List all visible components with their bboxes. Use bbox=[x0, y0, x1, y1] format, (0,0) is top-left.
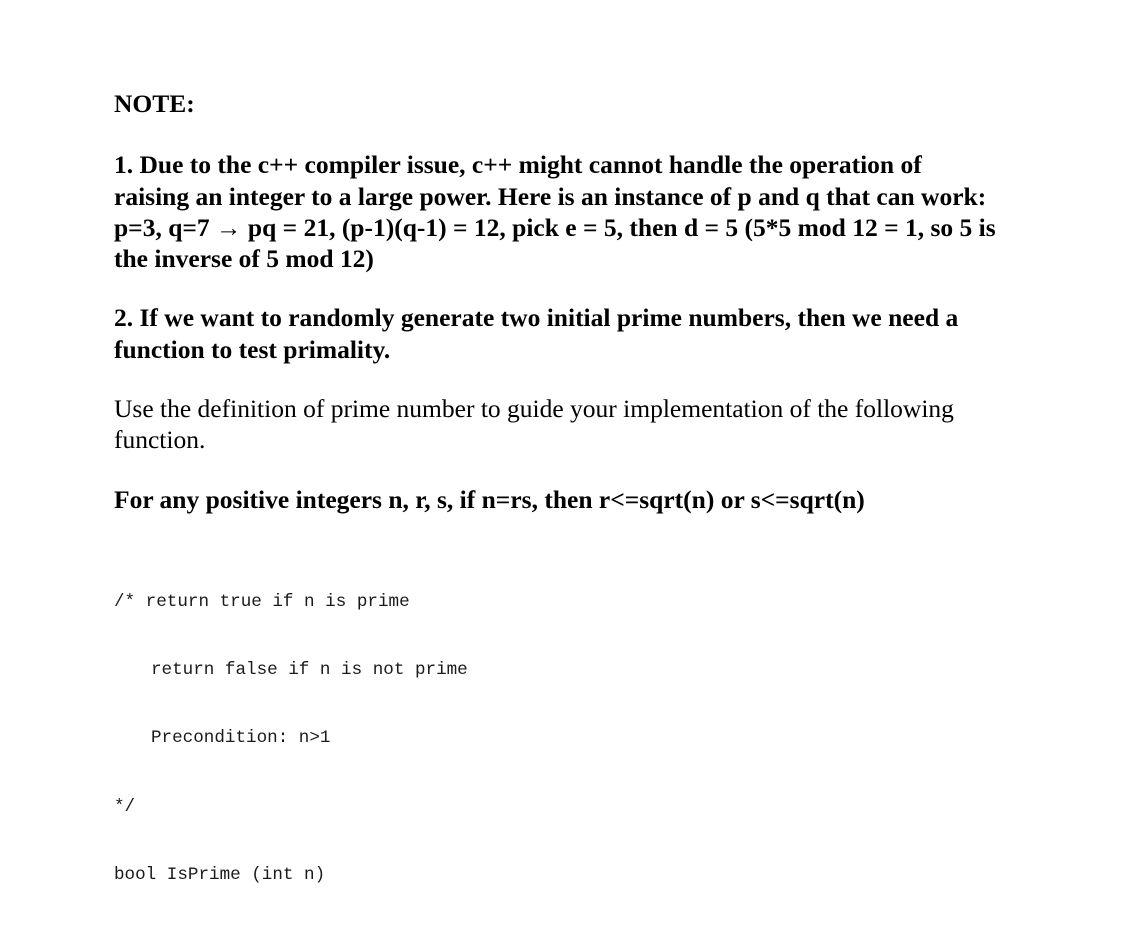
guidance-line-1: Use the definition of prime number to guide your implementation of the following bbox=[114, 394, 954, 424]
note-item-2-line-2: function to test primality. bbox=[114, 334, 391, 364]
note-item-1-line-1: 1. Due to the c++ compiler issue, c++ might cannot handle the operation of bbox=[114, 150, 922, 180]
note-item-1 bbox=[114, 149, 1064, 274]
theorem-statement: For any positive integers n, r, s, if n=rs, then r<=sqrt(n) or s<=sqrt(n) bbox=[114, 484, 865, 514]
note-heading: NOTE: bbox=[114, 89, 195, 118]
note-item-1-line-4: the inverse of 5 mod 12) bbox=[114, 244, 374, 274]
note-item-2-line-1: 2. If we want to randomly generate two initial prime numbers, then we need a bbox=[114, 303, 959, 333]
code-block bbox=[114, 545, 1064, 933]
guidance-paragraph bbox=[114, 393, 1064, 456]
note-item-1-line-3: p=3, q=7 → pq = 21, (p-1)(q-1) = 12, pick e = 5, then d = 5 (5*5 mod 12 = 1, so 5 is bbox=[114, 212, 996, 242]
note-item-1-line-2: raising an integer to a large power. Here is an instance of p and q that can work: bbox=[114, 181, 987, 211]
code-line-comment-end: */ bbox=[114, 796, 136, 817]
document-page bbox=[114, 88, 1064, 933]
code-line-return-false: return false if n is not prime bbox=[151, 659, 468, 680]
guidance-line-2: function. bbox=[114, 425, 206, 455]
code-line-precondition: Precondition: n>1 bbox=[151, 728, 331, 749]
code-line-function-signature: bool IsPrime (int n) bbox=[114, 865, 326, 886]
code-line-comment-start: /* return true if n is prime bbox=[114, 591, 410, 612]
note-item-2 bbox=[114, 302, 1064, 365]
